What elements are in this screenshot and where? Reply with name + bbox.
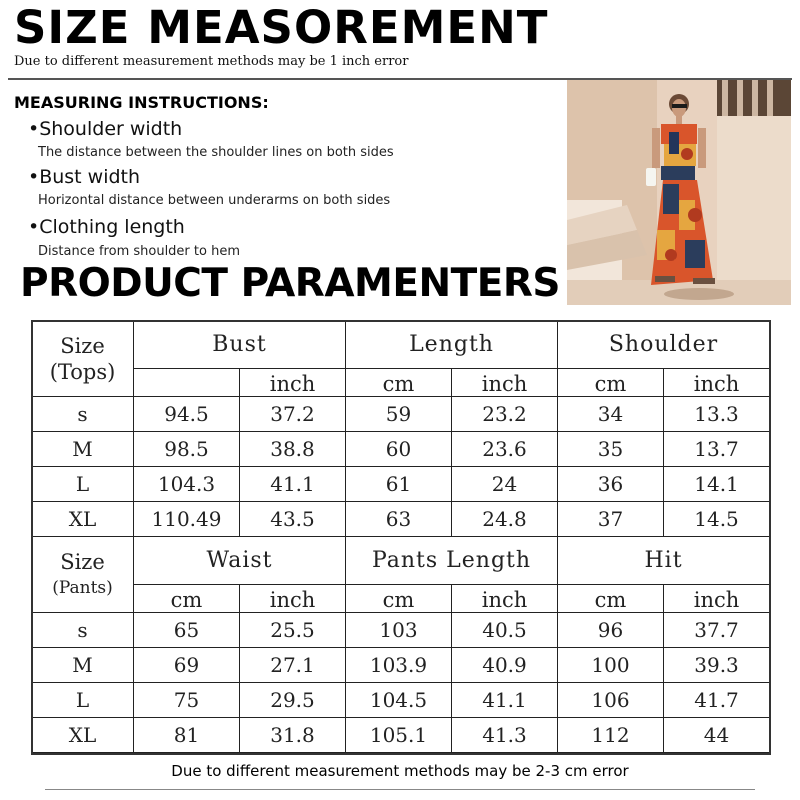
size-cell: s bbox=[32, 397, 134, 432]
value-cell: 34 bbox=[558, 397, 664, 432]
footer-divider bbox=[45, 789, 755, 790]
pants-unit-cell: cm bbox=[346, 585, 452, 613]
value-cell: 44 bbox=[664, 718, 770, 753]
value-cell: 105.1 bbox=[346, 718, 452, 753]
value-cell: 41.3 bbox=[452, 718, 558, 753]
pants-group-waist: Waist bbox=[134, 537, 346, 585]
value-cell: 38.8 bbox=[240, 432, 346, 467]
value-cell: 81 bbox=[134, 718, 240, 753]
pants-size-sublabel: (Pants) bbox=[52, 577, 113, 598]
value-cell: 104.3 bbox=[134, 467, 240, 502]
value-cell: 31.8 bbox=[240, 718, 346, 753]
size-cell: L bbox=[32, 683, 134, 718]
table-row bbox=[32, 613, 770, 648]
table-row bbox=[32, 467, 770, 502]
value-cell: 24 bbox=[452, 467, 558, 502]
tops-unit-cell: inch bbox=[452, 369, 558, 397]
value-cell: 35 bbox=[558, 432, 664, 467]
value-cell: 103.9 bbox=[346, 648, 452, 683]
value-cell: 13.3 bbox=[664, 397, 770, 432]
pants-unit-cell: cm bbox=[134, 585, 240, 613]
value-cell: 65 bbox=[134, 613, 240, 648]
instruction-bust-label: •Bust width bbox=[28, 166, 141, 188]
pants-size-label: Size bbox=[60, 549, 105, 574]
value-cell: 112 bbox=[558, 718, 664, 753]
value-cell: 14.1 bbox=[664, 467, 770, 502]
pants-group-pants-length: Pants Length bbox=[346, 537, 558, 585]
value-cell: 43.5 bbox=[240, 502, 346, 537]
value-cell: 110.49 bbox=[134, 502, 240, 537]
value-cell: 29.5 bbox=[240, 683, 346, 718]
value-cell: 41.1 bbox=[452, 683, 558, 718]
value-cell: 39.3 bbox=[664, 648, 770, 683]
table-row bbox=[32, 718, 770, 753]
instructions-title: MEASURING INSTRUCTIONS: bbox=[14, 93, 269, 112]
tops-group-length: Length bbox=[346, 321, 558, 369]
value-cell: 37.7 bbox=[664, 613, 770, 648]
value-cell: 41.1 bbox=[240, 467, 346, 502]
instruction-shoulder-label: •Shoulder width bbox=[28, 118, 183, 140]
value-cell: 25.5 bbox=[240, 613, 346, 648]
value-cell: 40.5 bbox=[452, 613, 558, 648]
pants-group-hit: Hit bbox=[558, 537, 770, 585]
value-cell: 40.9 bbox=[452, 648, 558, 683]
tops-unit-cell: inch bbox=[664, 369, 770, 397]
size-cell: s bbox=[32, 613, 134, 648]
value-cell: 69 bbox=[134, 648, 240, 683]
product-title: PRODUCT PARAMENTERS bbox=[20, 261, 560, 306]
instruction-bust-desc: Horizontal distance between underarms on both sides bbox=[38, 193, 391, 208]
instruction-shoulder-desc: The distance between the shoulder lines on both sides bbox=[38, 145, 394, 160]
instruction-length-label: •Clothing length bbox=[28, 216, 185, 238]
value-cell: 98.5 bbox=[134, 432, 240, 467]
value-cell: 27.1 bbox=[240, 648, 346, 683]
size-cell: L bbox=[32, 467, 134, 502]
value-cell: 104.5 bbox=[346, 683, 452, 718]
size-cell: XL bbox=[32, 502, 134, 537]
pants-unit-cell: cm bbox=[558, 585, 664, 613]
tops-unit-cell: inch bbox=[240, 369, 346, 397]
size-cell: M bbox=[32, 648, 134, 683]
tops-size-header bbox=[32, 321, 134, 397]
pants-size-header bbox=[32, 537, 134, 613]
pants-unit-cell: inch bbox=[240, 585, 346, 613]
value-cell: 96 bbox=[558, 613, 664, 648]
value-cell: 37.2 bbox=[240, 397, 346, 432]
tops-group-shoulder: Shoulder bbox=[558, 321, 770, 369]
value-cell: 94.5 bbox=[134, 397, 240, 432]
table-row bbox=[32, 683, 770, 718]
value-cell: 106 bbox=[558, 683, 664, 718]
table-row bbox=[32, 502, 770, 537]
value-cell: 63 bbox=[346, 502, 452, 537]
tops-unit-cell: cm bbox=[346, 369, 452, 397]
pants-unit-cell: inch bbox=[664, 585, 770, 613]
size-cell: XL bbox=[32, 718, 134, 753]
value-cell: 13.7 bbox=[664, 432, 770, 467]
page-title: SIZE MEASOREMENT bbox=[14, 1, 549, 54]
value-cell: 60 bbox=[346, 432, 452, 467]
pants-unit-cell: inch bbox=[452, 585, 558, 613]
size-cell: M bbox=[32, 432, 134, 467]
tops-unit-cell bbox=[134, 369, 240, 397]
tops-size-sublabel: (Tops) bbox=[49, 359, 116, 384]
tops-unit-cell: cm bbox=[558, 369, 664, 397]
header-note: Due to different measurement methods may be 1 inch error bbox=[14, 54, 409, 69]
table-row bbox=[32, 648, 770, 683]
value-cell: 75 bbox=[134, 683, 240, 718]
table-row bbox=[32, 432, 770, 467]
value-cell: 103 bbox=[346, 613, 452, 648]
value-cell: 59 bbox=[346, 397, 452, 432]
value-cell: 36 bbox=[558, 467, 664, 502]
value-cell: 41.7 bbox=[664, 683, 770, 718]
model-photo bbox=[567, 80, 791, 305]
value-cell: 100 bbox=[558, 648, 664, 683]
value-cell: 24.8 bbox=[452, 502, 558, 537]
value-cell: 37 bbox=[558, 502, 664, 537]
value-cell: 14.5 bbox=[664, 502, 770, 537]
tops-size-label: Size bbox=[60, 333, 105, 358]
table-row bbox=[32, 397, 770, 432]
value-cell: 23.2 bbox=[452, 397, 558, 432]
instruction-length-desc: Distance from shoulder to hem bbox=[38, 244, 240, 259]
tops-group-bust: Bust bbox=[134, 321, 346, 369]
size-table bbox=[31, 320, 769, 753]
footer-note: Due to different measurement methods may be 2-3 cm error bbox=[171, 762, 629, 780]
value-cell: 23.6 bbox=[452, 432, 558, 467]
value-cell: 61 bbox=[346, 467, 452, 502]
